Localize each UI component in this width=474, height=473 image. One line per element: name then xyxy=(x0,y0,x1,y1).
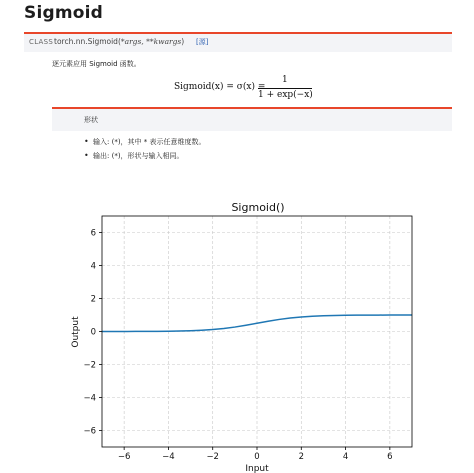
shape-list xyxy=(84,135,206,163)
y-axis-label: Output xyxy=(71,316,81,348)
description: 逐元素应用 Sigmoid 函数。 xyxy=(52,60,141,68)
formula-numerator: 1 xyxy=(282,75,288,85)
y-tick-label: 2 xyxy=(90,294,96,305)
list-item-input: • 输入: (*)，其中 * 表示任意维度数。 xyxy=(84,135,206,149)
y-tick-label: −2 xyxy=(83,360,96,371)
class-tag: CLASS xyxy=(29,38,54,46)
class-args: *args, **kwargs xyxy=(120,37,182,46)
shape-heading: 形状 xyxy=(84,116,98,124)
y-tick-label: 6 xyxy=(90,228,96,239)
shape-section xyxy=(52,107,452,131)
x-tick-label: 2 xyxy=(298,452,304,462)
fraction-bar xyxy=(258,88,312,89)
y-tick-label: −6 xyxy=(83,426,96,437)
class-name-text: torch.nn.Sigmoid( xyxy=(54,37,121,46)
class-signature xyxy=(24,32,452,52)
x-tick-label: −6 xyxy=(117,452,131,462)
formula-denominator: 1 + exp(−x) xyxy=(258,90,313,100)
class-name xyxy=(54,37,184,46)
ticks xyxy=(83,229,392,463)
sigmoid-chart xyxy=(60,196,420,473)
y-tick-label: −4 xyxy=(83,393,96,404)
x-tick-label: 6 xyxy=(387,452,393,462)
x-tick-label: −2 xyxy=(206,452,219,462)
x-tick-label: −4 xyxy=(162,452,175,462)
y-tick-label: 4 xyxy=(90,261,96,272)
x-tick-label: 4 xyxy=(342,452,349,462)
class-close: ) xyxy=(181,37,185,46)
y-tick-label: 0 xyxy=(90,327,96,338)
x-axis-label: Input xyxy=(245,464,269,473)
source-link[interactable]: [源] xyxy=(196,38,209,46)
x-tick-label: 0 xyxy=(254,452,260,462)
list-item-output: • 输出: (*)，形状与输入相同。 xyxy=(84,149,206,163)
formula-lhs: Sigmoid(x) = σ(x) = xyxy=(174,82,266,92)
page-title: Sigmoid xyxy=(24,3,104,23)
formula xyxy=(170,74,330,104)
chart-title: Sigmoid() xyxy=(231,201,285,214)
